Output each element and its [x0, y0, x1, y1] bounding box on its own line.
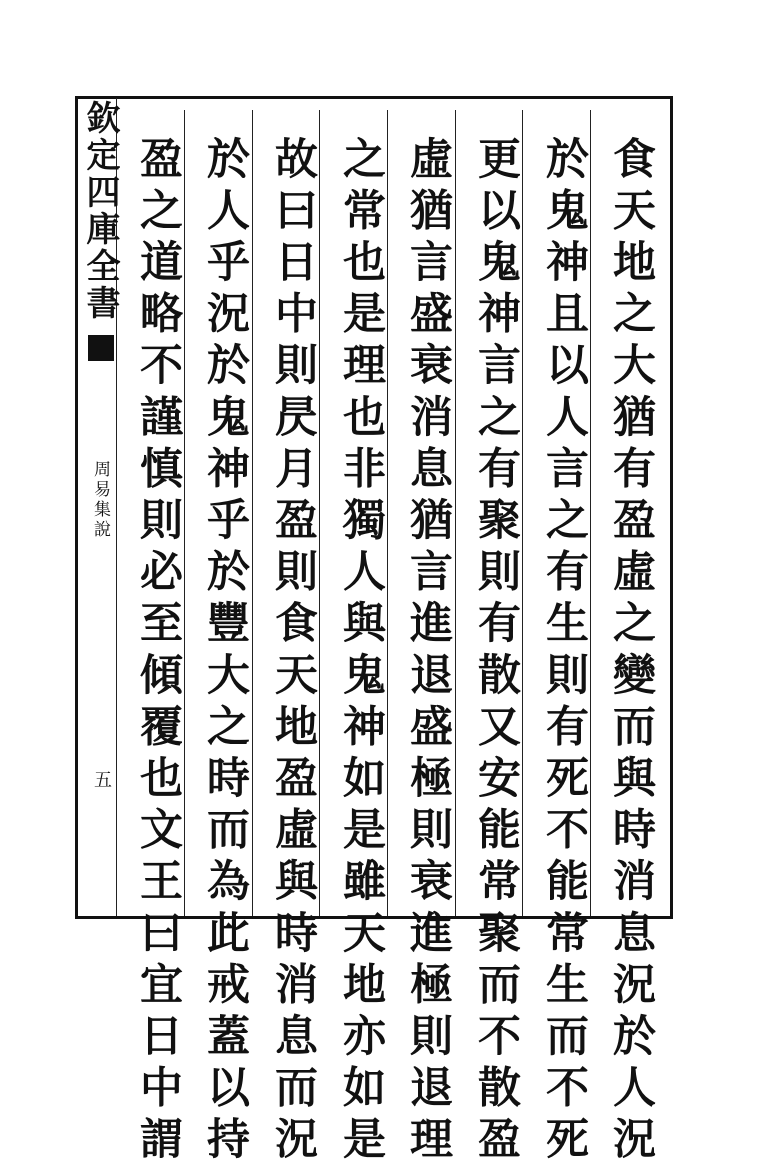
- column-divider: [522, 110, 523, 916]
- fish-tail-mark: [88, 335, 114, 361]
- margin-page-number: 五: [91, 770, 112, 788]
- margin-title: 欽定四庫全書: [80, 100, 120, 322]
- text-column-8: 盈之道略不謹慎則必至傾覆也文王曰宜日中謂: [133, 136, 183, 1168]
- column-divider: [252, 110, 253, 916]
- text-column-1: 食天地之大猶有盈虛之變而與時消息況於人況: [606, 136, 656, 1168]
- margin-book-title: 周易集說: [90, 460, 110, 540]
- text-column-7: 於人乎況於鬼神乎於豐大之時而為此戒蓋以持: [200, 136, 250, 1168]
- text-column-3: 更以鬼神言之有聚則有散又安能常聚而不散盈: [471, 136, 521, 1168]
- text-column-5: 之常也是理也非獨人與鬼神如是雖天地亦如是: [336, 136, 386, 1168]
- column-divider: [455, 110, 456, 916]
- text-column-6: 故曰日中則昃月盈則食天地盈虛與時消息而況: [268, 136, 318, 1168]
- text-column-4: 虛猶言盛衰消息猶言進退盛極則衰進極則退理: [403, 136, 453, 1168]
- left-border: [75, 96, 78, 919]
- column-divider: [184, 110, 185, 916]
- column-divider: [319, 110, 320, 916]
- column-divider: [387, 110, 388, 916]
- right-border: [670, 96, 673, 919]
- top-border: [75, 96, 673, 99]
- text-column-2: 於鬼神且以人言之有生則有死不能常生而不死: [539, 136, 589, 1168]
- column-divider: [590, 110, 591, 916]
